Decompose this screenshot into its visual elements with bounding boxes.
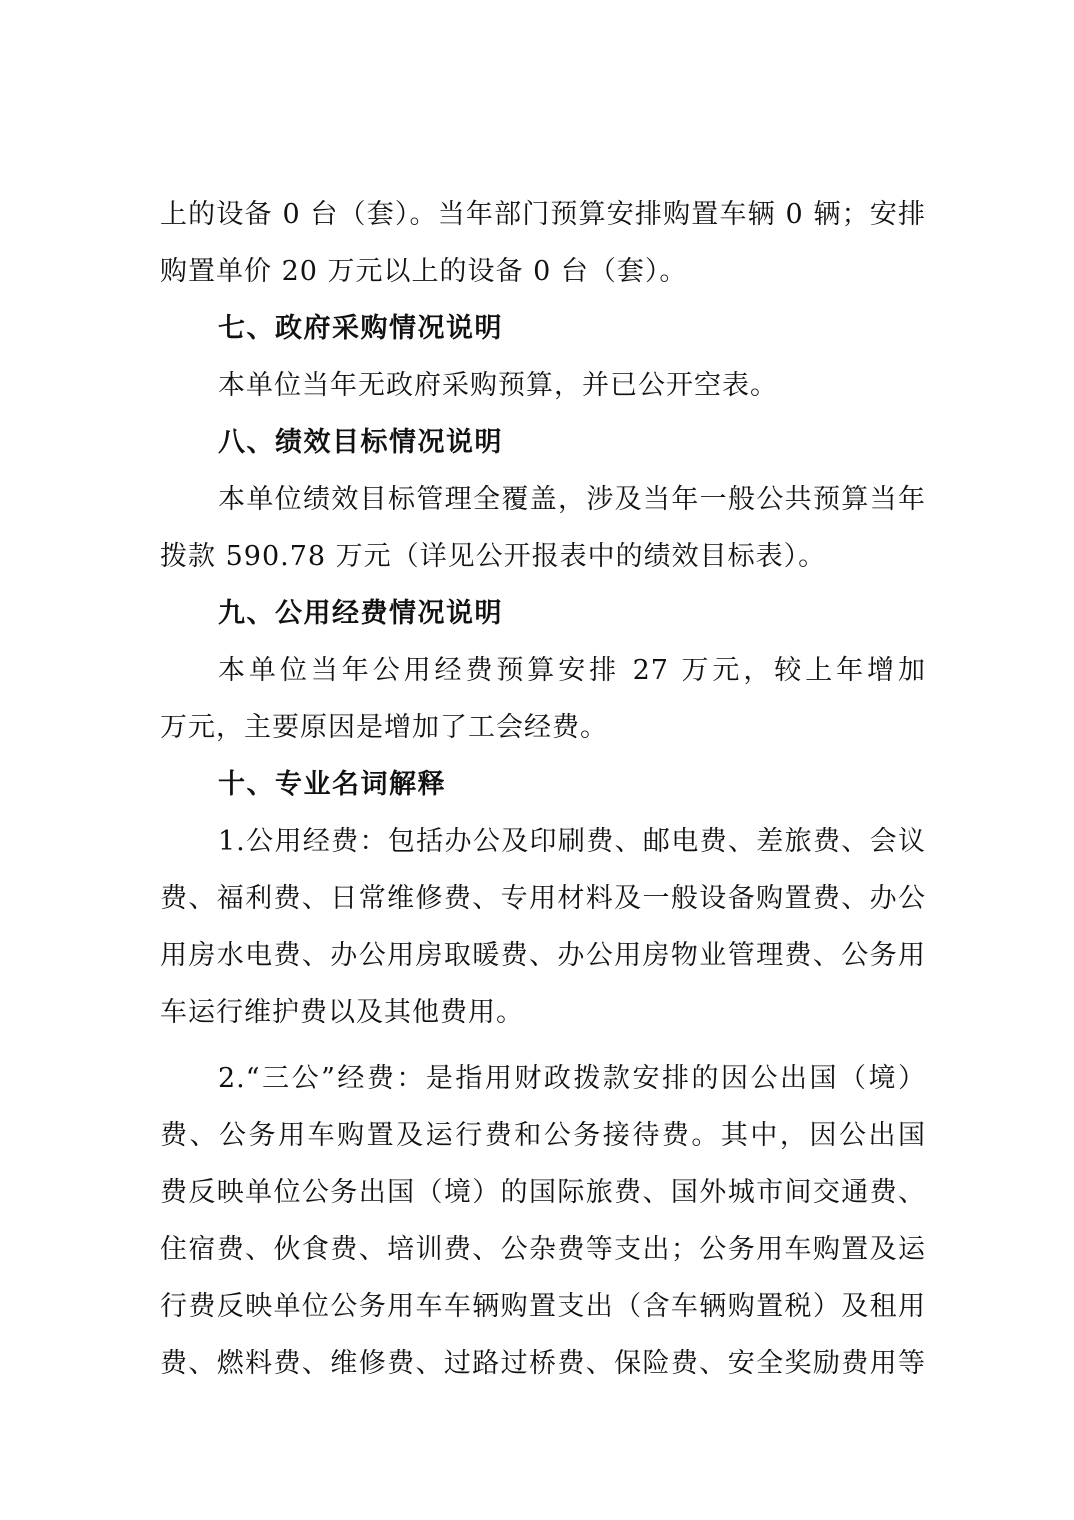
body-text-line: 2.“三公”经费：是指用财政拨款安排的因公出国（境）	[218, 1063, 926, 1094]
body-text-line: 本单位绩效目标管理全覆盖，涉及当年一般公共预算当年	[218, 484, 926, 515]
section-heading-glossary: 十、专业名词解释	[218, 769, 446, 800]
body-text-line: 费反映单位公务出国（境）的国际旅费、国外城市间交通费、	[160, 1177, 926, 1208]
body-text-line: 住宿费、伙食费、培训费、公杂费等支出；公务用车购置及运	[160, 1234, 926, 1265]
body-text-line: 1.公用经费：包括办公及印刷费、邮电费、差旅费、会议	[218, 826, 926, 857]
body-text-line: 用房水电费、办公用房取暖费、办公用房物业管理费、公务用	[160, 940, 926, 971]
section-heading-performance: 八、绩效目标情况说明	[218, 427, 503, 458]
body-text-line: 费、福利费、日常维修费、专用材料及一般设备购置费、办公	[160, 883, 926, 914]
section-heading-public-funds: 九、公用经费情况说明	[218, 598, 503, 629]
body-text-line: 上的设备 0 台（套）。当年部门预算安排购置车辆 0 辆；安排	[160, 199, 926, 230]
body-text-line: 费、公务用车购置及运行费和公务接待费。其中，因公出国	[160, 1120, 926, 1151]
body-text-line: 本单位当年公用经费预算安排 27 万元，较上年增加	[218, 655, 926, 686]
body-text-line: 万元，主要原因是增加了工会经费。	[160, 712, 608, 743]
section-heading-procurement: 七、政府采购情况说明	[218, 313, 503, 344]
body-text-line: 费、燃料费、维修费、过路过桥费、保险费、安全奖励费用等	[160, 1348, 926, 1379]
body-text-line: 本单位当年无政府采购预算，并已公开空表。	[218, 370, 778, 401]
body-text-line: 拨款 590.78 万元（详见公开报表中的绩效目标表）。	[160, 541, 827, 572]
document-page	[160, 186, 926, 1392]
body-text-line: 车运行维护费以及其他费用。	[160, 997, 524, 1028]
body-text-line: 购置单价 20 万元以上的设备 0 台（套）。	[160, 256, 688, 287]
body-text-line: 行费反映单位公务用车车辆购置支出（含车辆购置税）及租用	[160, 1291, 926, 1322]
